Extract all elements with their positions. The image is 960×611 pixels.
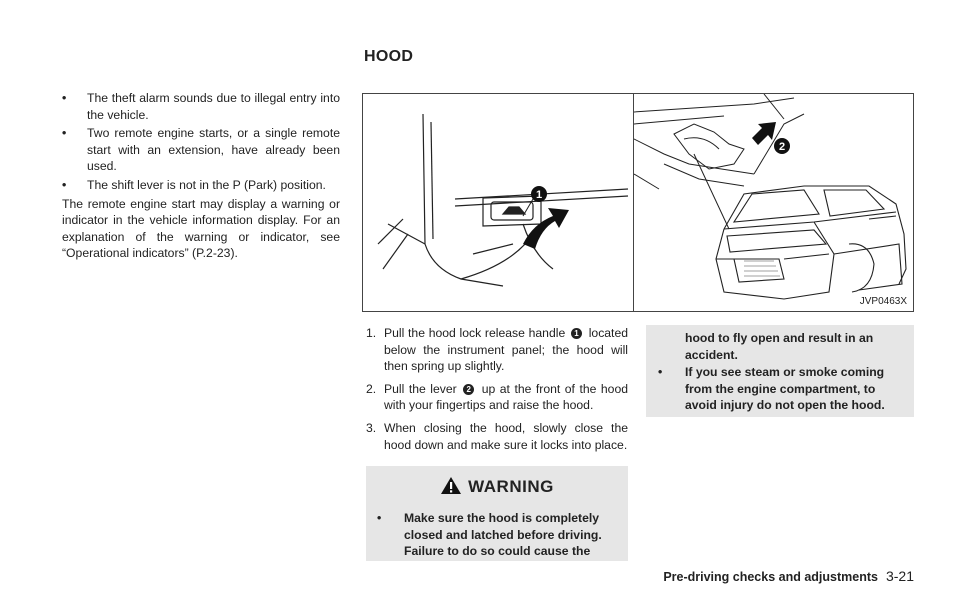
- step-text-continued: located below the instrument panel; the hood will then spring up slightly.: [384, 326, 629, 374]
- warning-bullet: [658, 364, 908, 414]
- warning-heading: [366, 476, 628, 497]
- page-number: 3-21: [885, 568, 914, 584]
- step-text: Pull the hood lock release handle: [384, 326, 566, 340]
- step-number: 2.: [366, 381, 377, 396]
- page-footer: [663, 568, 914, 584]
- left-column: [62, 90, 340, 262]
- callout-1-label: 1: [535, 189, 543, 201]
- bullet-dot: •: [62, 91, 67, 105]
- bullet-dot: •: [62, 177, 67, 192]
- section-title: HOOD: [364, 48, 414, 65]
- callout-1-badge: 1: [571, 328, 582, 339]
- bullet-dot: •: [658, 365, 663, 379]
- list-item: [366, 325, 628, 375]
- warning-text: Make sure the hood is completely closed and latched before driving. Failure to do so could cause the: [404, 511, 602, 559]
- step-number: 1.: [366, 326, 377, 340]
- warning-bullet: [377, 510, 622, 560]
- warning-box-continued: [646, 325, 914, 417]
- warning-text: If you see steam or smoke coming from the engine compartment, to avoid injury do not open the hood.: [685, 365, 885, 413]
- bullet-text: The shift lever is not in the P (Park) position.: [87, 177, 326, 192]
- step-text: When closing the hood, slowly close the hood down and make sure it locks into place.: [384, 420, 628, 452]
- step-text: Pull the lever: [384, 381, 457, 396]
- hood-lever-suv-drawing: [634, 94, 913, 311]
- hood-illustration: [362, 93, 914, 312]
- hood-release-handle-drawing: [363, 94, 633, 311]
- step-number: 3.: [366, 420, 377, 435]
- list-item: [62, 90, 340, 123]
- bullet-dot: •: [377, 511, 382, 525]
- warning-triangle-icon: [440, 476, 462, 495]
- step-text-continued: up at the front of the hood with your fingertips and raise the hood.: [384, 381, 629, 413]
- bullet-text: Two remote engine starts, or a single remote start with an extension, have already been used.: [87, 126, 340, 174]
- list-item: [62, 177, 340, 194]
- bullet-dot: •: [62, 126, 67, 141]
- list-item: [366, 420, 628, 453]
- warning-box: [366, 466, 628, 561]
- figure-code: JVP0463X: [859, 296, 907, 307]
- procedure-steps: [366, 325, 628, 459]
- body-paragraph: The remote engine start may display a warning or indicator in the vehicle information display. For an explanation of the warning or indicator, see “Operational indicators” (P.2-23).: [62, 196, 340, 261]
- bullet-text: The theft alarm sounds due to illegal entry into the vehicle.: [87, 91, 340, 122]
- list-item: [366, 381, 628, 414]
- warning-text-continued: hood to fly open and result in an accident.: [685, 331, 874, 362]
- list-item: [62, 125, 340, 175]
- callout-2-label: 2: [778, 141, 786, 153]
- callout-2-badge: 2: [463, 384, 474, 395]
- footer-section: Pre-driving checks and adjustments: [663, 570, 878, 584]
- warning-title: WARNING: [468, 477, 554, 496]
